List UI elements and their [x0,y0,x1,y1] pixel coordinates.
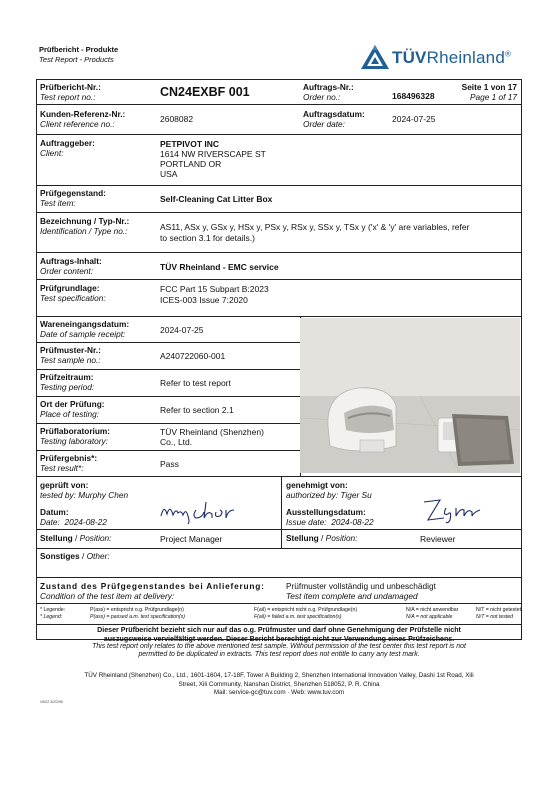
product-photo [300,318,520,473]
test-specification-label: Prüfgrundlage: Test specification: [40,283,106,303]
test-item: Self-Cleaning Cat Litter Box [160,194,273,204]
test-report-page: Prüfbericht - Produkte Test Report - Products TÜVRheinland® Prüfbericht-Nr.: Test report no.: CN24EXBF 001 Auftrags-Nr.: Order no.: 168496328 Seite 1 von 17 Page 1 of 17 Kunden-Referenz-Nr.: Client reference no.: 2608082 Auftragsdatum: Order date: 2024-07-25 Auftraggeber: Client: PETPIVOT INC 1614 NW RIVERSCAPE ST PORTLAND OR USA Prüfgegenstand: Test item: Self-Cleaning Cat Litter Box Bezeichnung / Typ-Nr.: Identification / Type no.: AS11, ASx y, GSx y, HSx y, PSx y, RSx y, SSx y, TSx y ('x' & 'y' are variables, refer to section 3.1 for details.) Auftrags-Inhalt: Order content: TÜV Rheinland - EMC service Prüfgrundlage: Test specification: FCC Part 15 Subpart B:2023 ICES-003 Issue 7:2020 Wareneingangsdatum: Date of sample receipt: 2024-07-25 Prüfmuster-Nr.: Test sample no.: A240722060-001 Prüfzeitraum: Testing period: Refer to test report Ort der Prüfung: Place of testing: Refer to section 2.1 Prüflaboratorium: Testing laboratory: TÜV Rheinland (Shenzhen) Co., Ltd. Prüfergebnis*: Test result*: Pass geprüft von: tested by: Murphy Chen Datum: Date: 2024-08-22 Stellung / Position: Project Manager genehmigt von: authorized by: Tiger Su Ausstellungsdatum: Issue date: 2024-08-22 Stellung / Position: Reviewer Sonstiges / Other: Zustand des Prüfgegenstandes bei Anlieferung: Condition of the test item at delivery: Prüfmuster vollständig und unbeschädigt Test item complete and undamaged * Legende: P(ass) = entspricht o.g. Prüfgrundlage(n) F(ail) = entspricht nicht o.g. Prüfgrundlage(n) N/A = nicht anwendbar N/T = nicht getestet * Legend: P(ass) = passed a.m. test specification(s) F(ail) = failed a.m. test specification(s) N/A = not applicable N/T = not tested Dieser Prüfbericht bezieht sich nur auf das o.g. Prüfmuster und darf ohne Genehmigung der Prüfstelle nicht auszugsweise vervielfältigt werden. Dieser Bericht berechtigt nicht zur Verwendung eines Prüfzeichens. TÜV Rheinland (Shenzhen) Co., Ltd., 1601-1604, 17-18F, Tower A Building 2, Shenzhen International Innovation Valley, Dashi 1st Road, Xili Street, Xili Community, Nanshan District, Shenzhen 518052, P. R. China Mail: service-gc@tuv.com · Web: www.tuv.com V6/02 3/2/2/95 [0,0,558,788]
sample-number-label: Prüfmuster-Nr.: Test sample no.: [40,345,101,365]
laboratory-name: TÜV Rheinland (Shenzhen) [160,427,264,437]
sample-number: A240722060-001 [160,351,226,361]
client-name: PETPIVOT INC [160,139,220,149]
order-date: 2024-07-25 [392,114,436,124]
order-number: 168496328 [392,91,435,101]
receipt-date-label: Wareneingangsdatum: Date of sample receipt: [40,319,130,339]
authorized-by-label: genehmigt von: authorized by: Tiger Su [286,480,372,500]
test-result-label: Prüfergebnis*: Test result*: [40,453,98,473]
report-heading-de: Prüfbericht - Produkte [39,45,119,54]
report-number-label: Prüfbericht-Nr.: Test report no.: [40,82,101,102]
others-label: Sonstiges / Other: [40,551,110,561]
test-specification-line: ICES-003 Issue 7:2020 [160,295,248,305]
notice-en: This test report only relates to the above mentioned test sample. Without permission of the test center this test report is not permitted to be duplicated in extracts. This test report does not entitle to carry any test mark. [92,643,466,659]
tuv-triangle-icon [360,44,390,70]
issue-date: 2024-08-22 [331,516,374,527]
condition-value: Prüfmuster vollständig und unbeschädigt Test item complete and undamaged [286,581,436,601]
condition-label: Zustand des Prüfgegenstandes bei Anlieferung: Condition of the test item at delivery: [40,581,265,601]
form-code: V6/02 3/2/2/95 [40,700,63,704]
order-content: TÜV Rheinland - EMC service [160,262,279,272]
tuv-logo [360,44,520,72]
client-reference: 2608082 [160,114,194,124]
order-content-label: Auftrags-Inhalt: Order content: [40,256,102,276]
testing-period: Refer to test report [160,378,231,388]
order-number-label: Auftrags-Nr.: Order no.: [303,82,354,102]
issue-date-label: Ausstellungsdatum: Issue date: 2024-08-22 [286,507,374,527]
test-result: Pass [160,459,179,469]
report-heading [39,45,118,65]
test-specification-line: FCC Part 15 Subpart B:2023 [160,284,269,294]
identification-line: to section 3.1 for details.) [160,233,255,243]
report-heading-en: Test Report - Products [39,55,114,64]
tested-date: 2024-08-22 [64,516,107,527]
test-item-label: Prüfgegenstand: Test item: [40,188,106,208]
client-address-line: 1614 NW RIVERSCAPE ST [160,149,266,159]
laboratory-name-cont: Co., Ltd. [160,437,193,447]
order-date-label: Auftragsdatum: Order date: [303,109,365,129]
tested-by-signature [158,496,248,526]
identification-line: AS11, ASx y, GSx y, HSx y, PSx y, RSx y, SSx y, TSx y ('x' & 'y' are variables, refer [160,222,470,232]
tuv-logo-text: TÜVRheinland® [392,48,512,67]
tested-date-label: Datum: Date: 2024-08-22 [40,507,107,527]
authorized-by-signature [420,494,510,524]
tested-position-label: Stellung / Position: [40,533,112,543]
authorized-position-label: Stellung / Position: [286,533,358,543]
authorized-position: Reviewer [420,534,456,544]
testing-place: Refer to section 2.1 [160,405,234,415]
client-address-line: PORTLAND OR [160,159,222,169]
testing-place-label: Ort der Prüfung: Place of testing: [40,399,105,419]
client-reference-label: Kunden-Referenz-Nr.: Client reference no.: [40,109,126,129]
client-address-line: USA [160,169,178,179]
page-indicator: Seite 1 von 17 Page 1 of 17 [461,82,517,102]
identification-label: Bezeichnung / Typ-Nr.: Identification / Type no.: [40,216,130,236]
tested-position: Project Manager [160,534,223,544]
laboratory-label: Prüflaboratorium: Testing laboratory: [40,426,111,446]
tested-by-label: geprüft von: tested by: Murphy Chen [40,480,129,500]
report-number: CN24EXBF 001 [160,85,250,99]
receipt-date: 2024-07-25 [160,325,204,335]
notice-de: Dieser Prüfbericht bezieht sich nur auf das o.g. Prüfmuster und darf ohne Genehmigung der Prüfstelle nicht auszugsweise vervielfältigt werden. Dieser Bericht berechtigt nicht zur Verwendung eines Prüfzeichens. [97,626,461,643]
testing-period-label: Prüfzeitraum: Testing period: [40,372,95,392]
footer-address: TÜV Rheinland (Shenzhen) Co., Ltd., 1601-1604, 17-18F, Tower A Building 2, Shenzhen International Innovation Valley, Dashi 1st Road, Xili Street, Xili Community, Nanshan District, Shenzhen 518052, P. R. China Mail: service-gc@tuv.com · Web: www.tuv.com [84,672,474,697]
client-label: Auftraggeber: Client: [40,138,95,158]
